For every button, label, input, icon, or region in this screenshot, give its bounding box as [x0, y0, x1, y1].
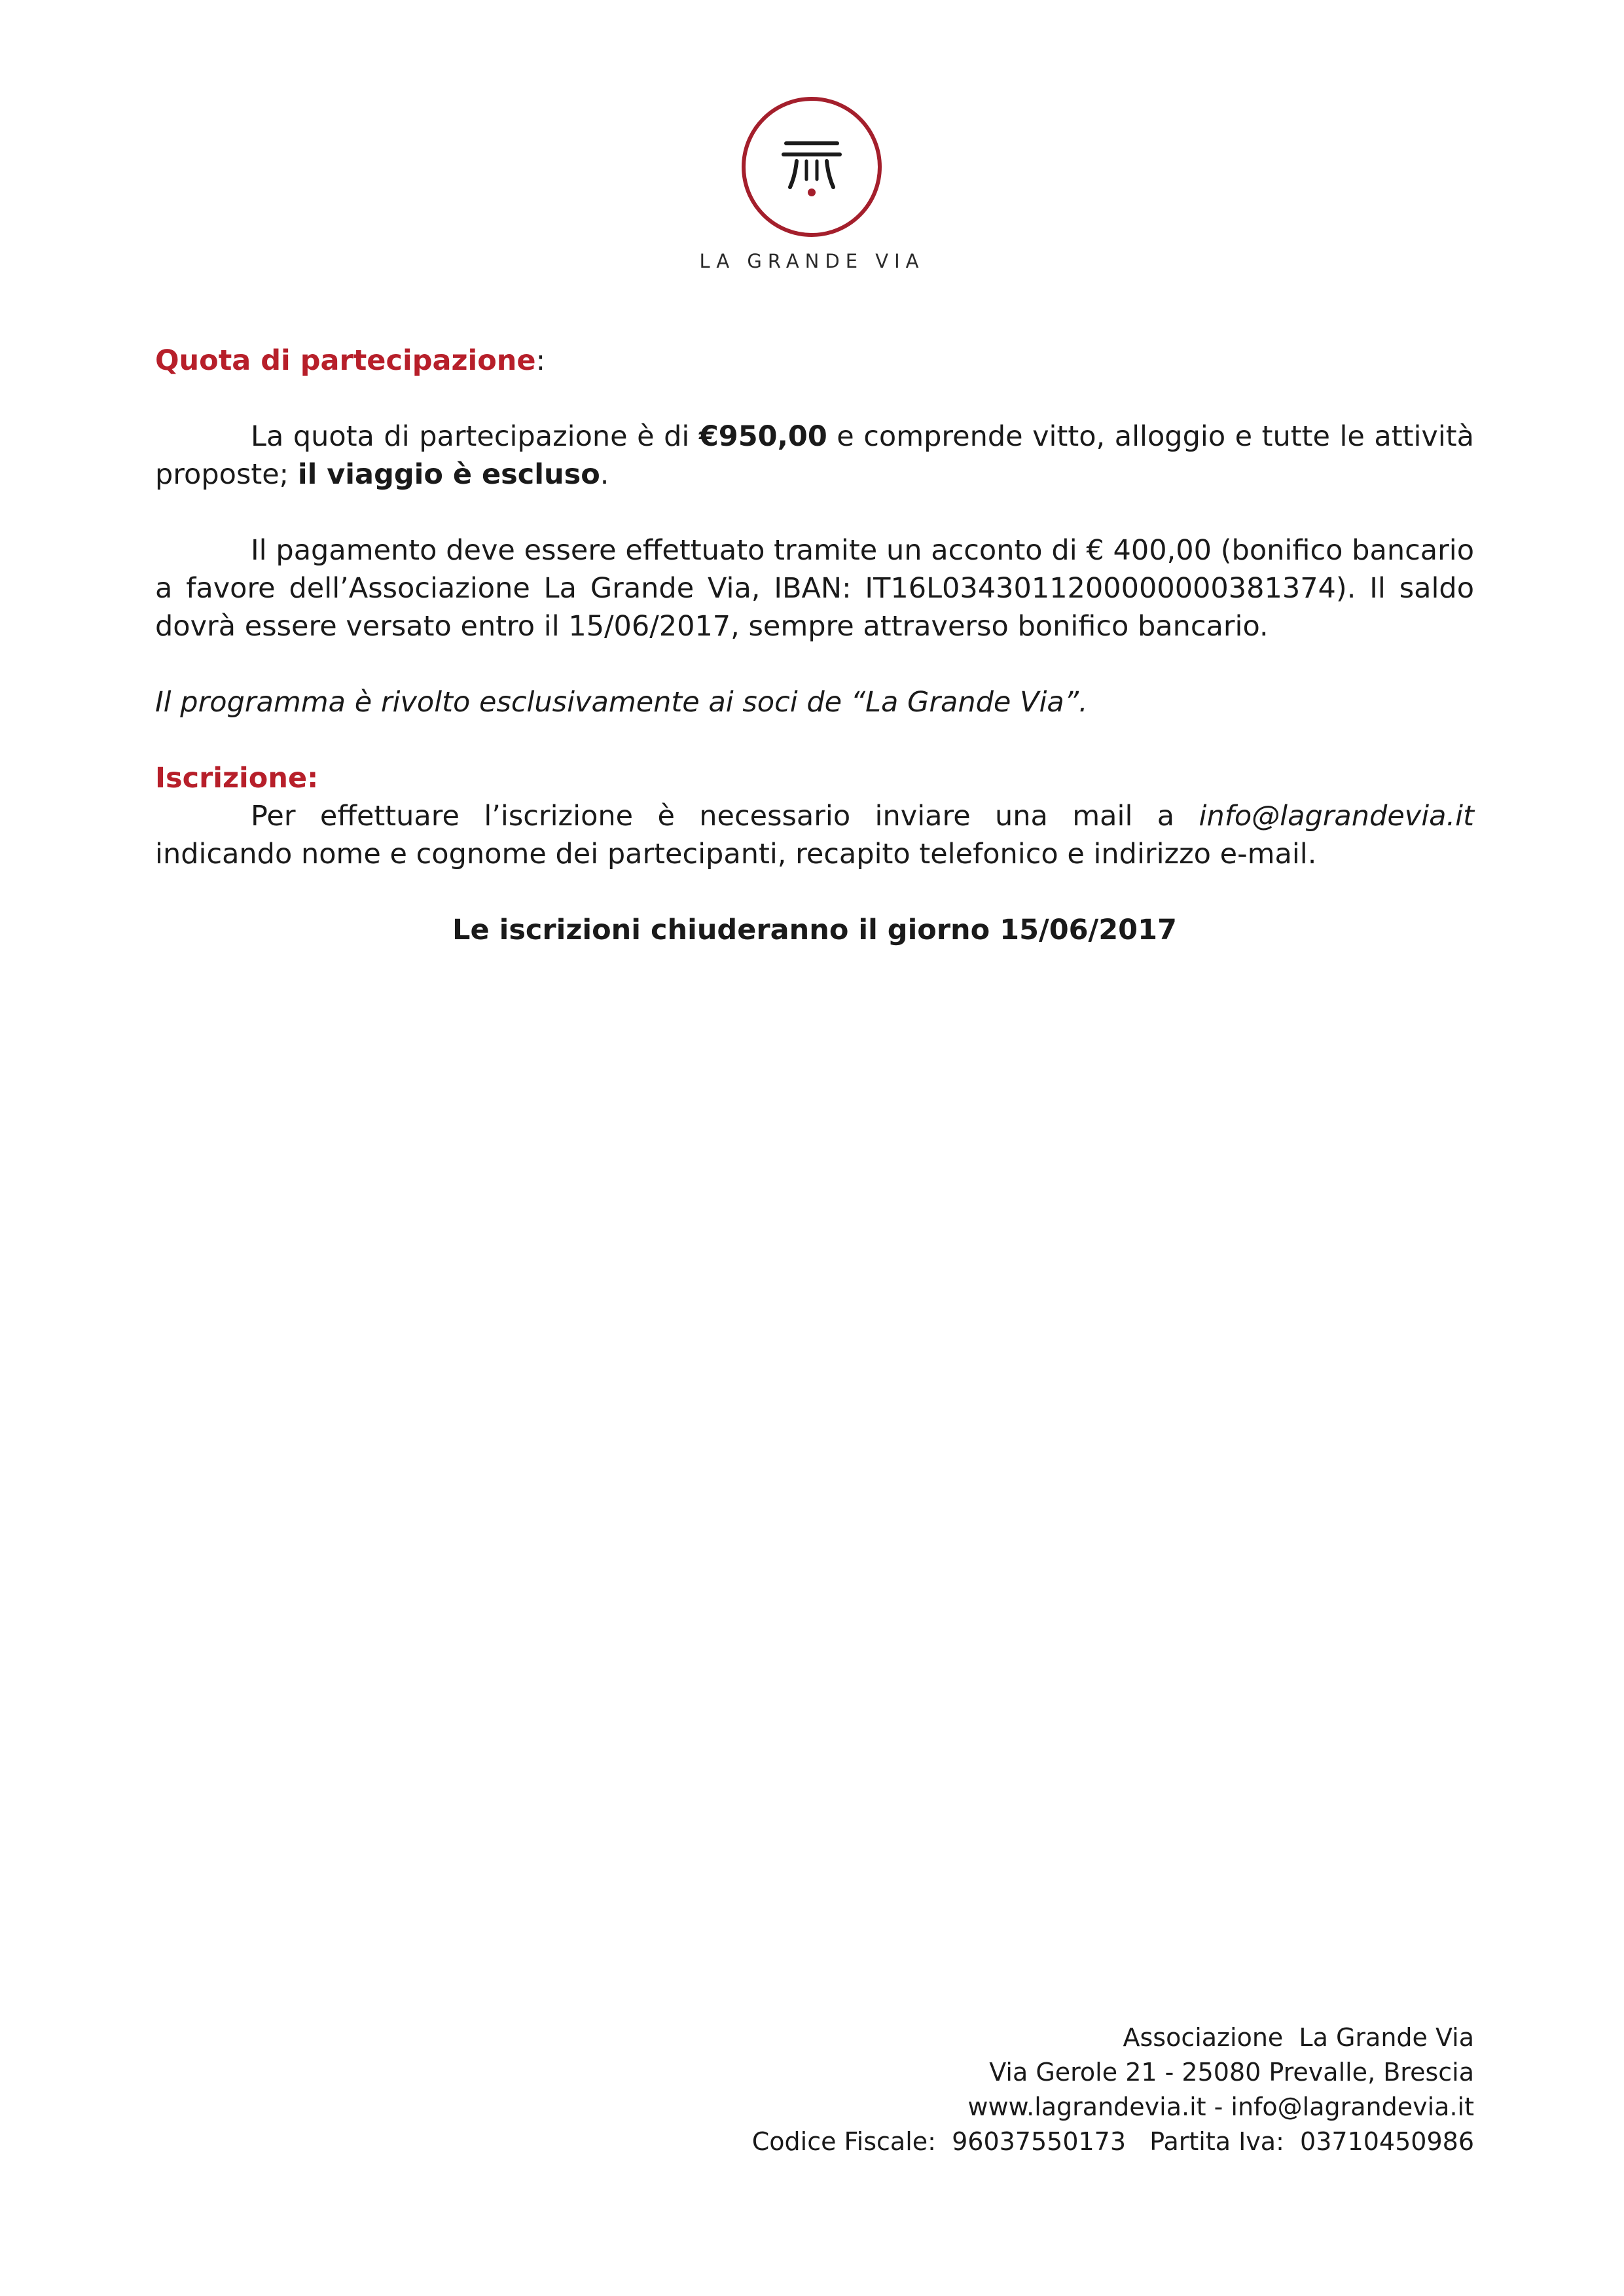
- registration-deadline: Le iscrizioni chiuderanno il giorno 15/06/2017: [452, 914, 1177, 946]
- travel-excluded: il viaggio è escluso: [297, 458, 600, 491]
- footer-line-tax: Codice Fiscale: 96037550173 Partita Iva: 03710450986: [751, 2127, 1474, 2156]
- footer-address: [558, 2020, 1474, 2159]
- document-body: [155, 342, 1474, 949]
- price-value: €950,00: [698, 420, 827, 453]
- brand-name: LA GRANDE VIA: [699, 250, 925, 272]
- email-link[interactable]: info@lagrandevia.it: [1199, 800, 1474, 833]
- paragraph-payment: Il pagamento deve essere effettuato tramite un acconto di € 400,00 (bonifico bancario a favore dell’Associazione La Grande Via, IBAN: IT16L0343011200000000381374). Il saldo dovrà essere versato entro il 15/06/2017, sempre attraverso bonifico bancario.: [155, 534, 1474, 643]
- section-heading-quota: Quota di partecipazione:: [155, 344, 546, 377]
- footer-line-web: www.lagrandevia.it - info@lagrandevia.it: [967, 2092, 1474, 2121]
- footer-line-association: Associazione La Grande Via: [1123, 2023, 1474, 2052]
- section-heading-iscrizione: Iscrizione:: [155, 762, 319, 795]
- paragraph-price: La quota di partecipazione è di €950,00 e comprende vitto, alloggio e tutte le attività proposte; il viaggio è escluso.: [155, 420, 1474, 491]
- footer-line-address: Via Gerole 21 - 25080 Prevalle, Brescia: [989, 2058, 1474, 2087]
- logo-icon: [740, 96, 883, 238]
- members-note: Il programma è rivolto esclusivamente ai soci de “La Grande Via”.: [155, 686, 1088, 719]
- paragraph-registration: Per effettuare l’iscrizione è necessario inviare una mail a info@lagrandevia.it indicando nome e cognome dei partecipanti, recapito telefonico e indirizzo e-mail.: [155, 800, 1474, 870]
